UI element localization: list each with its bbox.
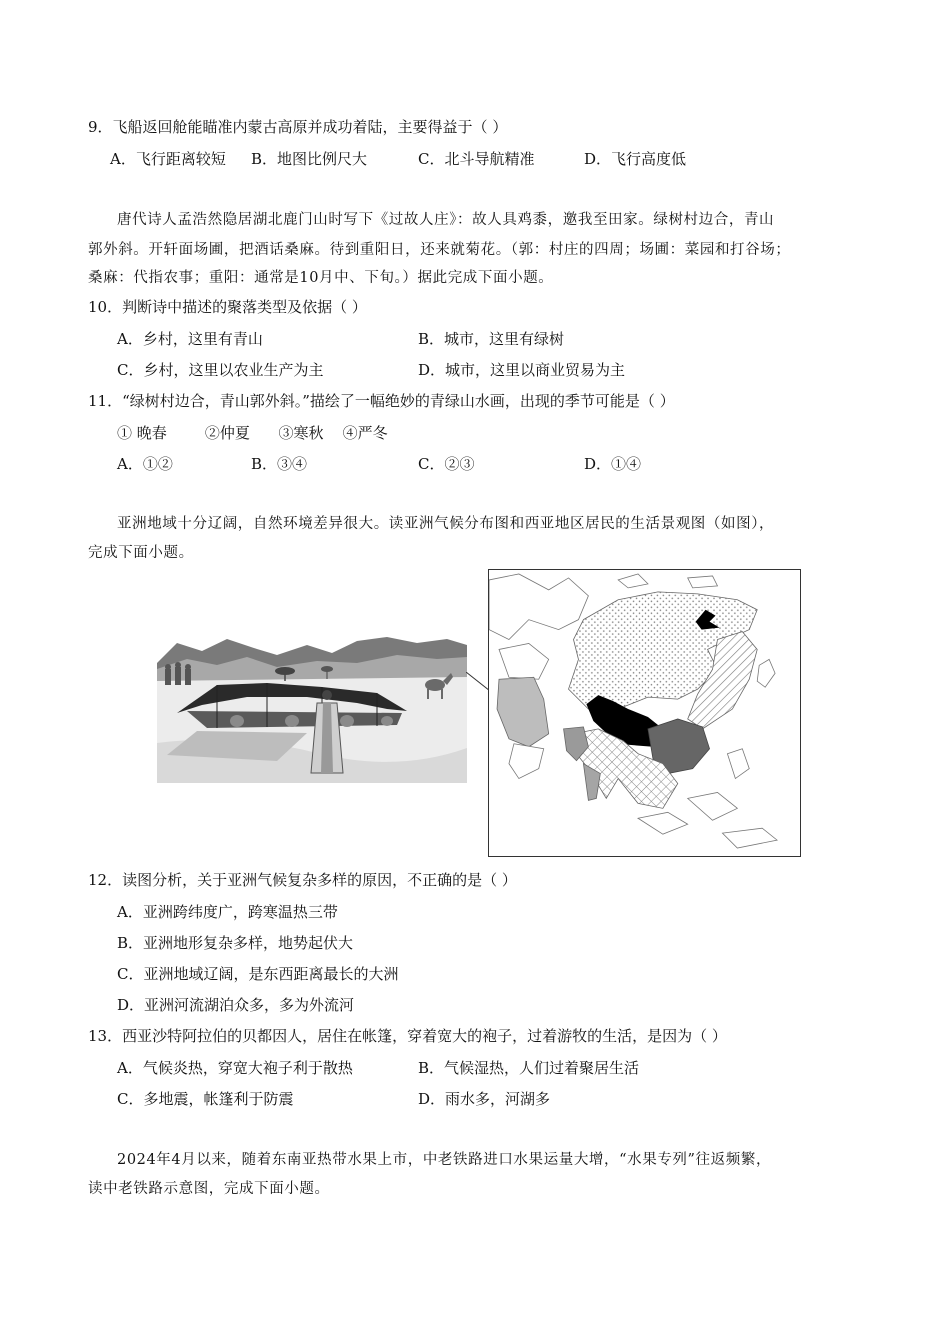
- q12-option-c: C．亚洲地域辽阔，是东西距离最长的大洲: [117, 965, 399, 983]
- passage3-line1: 2024年4月以来，随着东南亚热带水果上市，中老铁路进口水果运量大增，“水果专列”往返频繁，: [117, 1152, 772, 1168]
- q10-option-a: A．乡村，这里有青山: [117, 330, 263, 348]
- passage1-line2: 郭外斜。开轩面场圃，把酒话桑麻。待到重阳日，还来就菊花。（郭：村庄的四周；场圃：菜园和打谷场；: [88, 242, 791, 258]
- q10-stem: 10．判断诗中描述的聚落类型及依据（ ）: [88, 298, 367, 316]
- asia-climate-map: [488, 569, 801, 857]
- q12-stem: 12．读图分析，关于亚洲气候复杂多样的原因，不正确的是（ ）: [88, 871, 517, 889]
- q13-option-b: B．气候湿热，人们过着聚居生活: [418, 1059, 640, 1077]
- q9-option-b: B．地图比例尺大: [251, 150, 368, 168]
- q9-option-c: C．北斗导航精准: [418, 150, 535, 168]
- q11-stem: 11．“绿树村边合，青山郭外斜。”描绘了一幅绝妙的青绿山水画，出现的季节可能是（ ）: [88, 392, 675, 410]
- bedouin-tent-landscape-image: [157, 633, 467, 783]
- q12-option-b: B．亚洲地形复杂多样，地势起伏大: [117, 934, 354, 952]
- q13-option-c: C．多地震，帐篷利于防震: [117, 1090, 294, 1108]
- passage1-line3: 桑麻：代指农事；重阳：通常是10月中、下旬。）据此完成下面小题。: [88, 270, 554, 286]
- q12-option-a: A．亚洲跨纬度广，跨寒温热三带: [117, 903, 338, 921]
- q9-option-d: D．飞行高度低: [584, 150, 687, 168]
- q9-stem: 9．飞船返回舱能瞄准内蒙古高原并成功着陆，主要得益于（ ）: [88, 118, 508, 136]
- q10-option-d: D．城市，这里以商业贸易为主: [418, 361, 626, 379]
- q10-option-b: B．城市，这里有绿树: [418, 330, 565, 348]
- q13-stem: 13．西亚沙特阿拉伯的贝都因人，居住在帐篷，穿着宽大的袍子，过着游牧的生活，是因为（ ）: [88, 1027, 727, 1045]
- passage1-line1: 唐代诗人孟浩然隐居湖北鹿门山时写下《过故人庄》：故人具鸡黍，邀我至田家。绿树村边合，青山: [117, 212, 775, 228]
- q13-option-d: D．雨水多，河湖多: [418, 1090, 551, 1108]
- q11-option-c: C．②③: [418, 455, 475, 473]
- passage2-line1: 亚洲地域十分辽阔，自然环境差异很大。读亚洲气候分布图和西亚地区居民的生活景观图（如图），: [117, 516, 775, 532]
- q9-option-a: A．飞行距离较短: [110, 150, 226, 168]
- q12-option-d: D．亚洲河流湖泊众多，多为外流河: [117, 996, 355, 1014]
- q11-items: ① 晚春 ②仲夏 ③寒秋 ④严冬: [117, 424, 388, 442]
- q11-option-b: B．③④: [251, 455, 308, 473]
- q11-option-a: A．①②: [117, 455, 173, 473]
- passage2-line2: 完成下面小题。: [88, 545, 194, 561]
- q11-option-d: D．①④: [584, 455, 642, 473]
- q13-option-a: A．气候炎热，穿宽大袍子利于散热: [117, 1059, 353, 1077]
- passage3-line2: 读中老铁路示意图，完成下面小题。: [88, 1181, 330, 1197]
- q10-option-c: C．乡村，这里以农业生产为主: [117, 361, 324, 379]
